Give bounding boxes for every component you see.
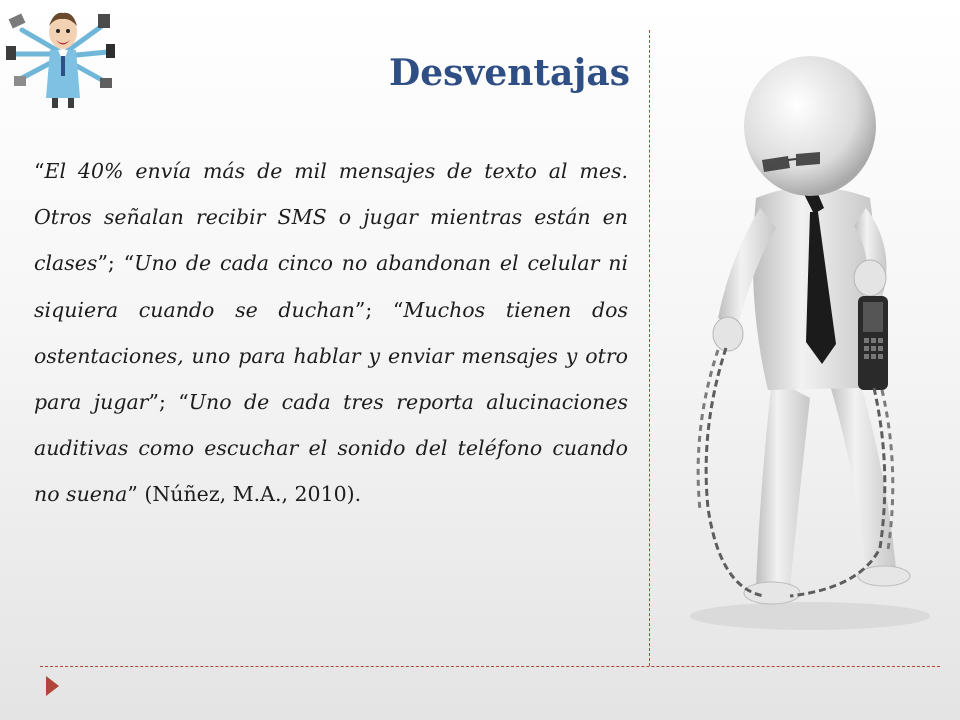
quote-statistic-hallucinations: Uno de cada tres reporta alucinaciones auditivas como escuchar el sonido del teléfono cuando no suena bbox=[34, 390, 628, 507]
triangle-bullet-icon bbox=[46, 676, 59, 696]
quote-separator: ”; “ bbox=[354, 297, 404, 322]
quote-statistic-two-phones: Muchos tienen dos ostentaciones, uno para hablar y enviar mensajes y otro para jugar bbox=[34, 297, 628, 415]
vertical-divider bbox=[649, 30, 650, 666]
quote-separator: ”; “ bbox=[97, 251, 135, 276]
chained-man-illustration-icon bbox=[660, 48, 950, 648]
quote-citation: ” (Núñez, M.A., 2010). bbox=[127, 482, 362, 507]
quote-open-mark: “ bbox=[34, 159, 45, 183]
quote-statistic-messages: El 40% envía más de mil mensajes de texto al mes. Otros señalan recibir SMS o jugar mientras están en clases bbox=[34, 159, 628, 276]
businessman-clipart-icon bbox=[2, 2, 120, 110]
quote-separator: ”; “ bbox=[148, 390, 189, 415]
horizontal-divider bbox=[40, 666, 940, 667]
slide-title: Desventajas bbox=[389, 52, 630, 94]
quote-paragraph bbox=[34, 148, 628, 518]
quote-statistic-shower: Uno de cada cinco no abandonan el celular ni siquiera cuando se duchan bbox=[34, 251, 629, 322]
